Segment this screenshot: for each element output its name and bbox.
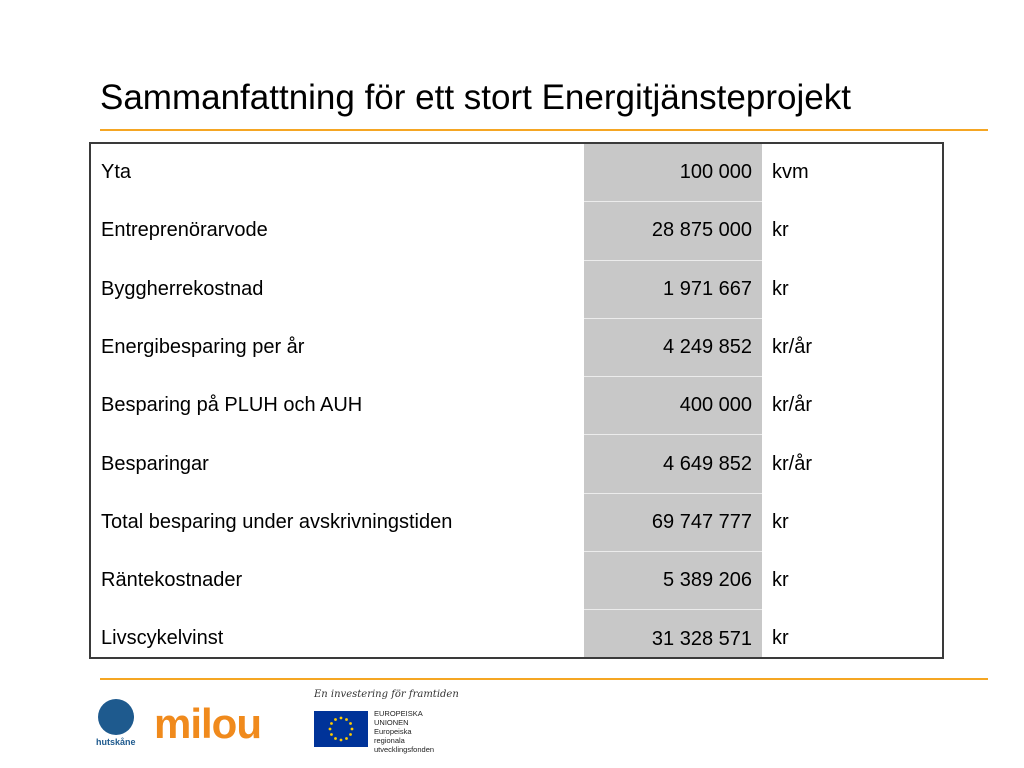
hutskane-logo-icon (96, 695, 140, 761)
eu-star (345, 737, 348, 740)
row-unit: kr (772, 510, 789, 533)
summary-table (91, 144, 942, 659)
row-label: Byggherrekostnad (101, 277, 264, 300)
row-unit: kr (772, 627, 789, 650)
row-label: Yta (101, 161, 132, 184)
table-row (91, 377, 942, 435)
table-row (91, 435, 942, 493)
eu-line: utvecklingsfonden (374, 745, 435, 754)
row-label: Total besparing under avskrivningstiden (101, 510, 453, 533)
row-label: Entreprenörarvode (101, 219, 268, 242)
row-value: 5 389 206 (584, 552, 762, 610)
row-label: Besparingar (101, 452, 209, 475)
eu-star (334, 737, 337, 740)
title-divider (100, 129, 988, 131)
eu-star (349, 722, 352, 725)
row-unit: kr (772, 277, 789, 300)
row-unit: kr/år (772, 394, 812, 417)
eu-text-block (374, 709, 434, 754)
eu-star (351, 728, 354, 731)
milou-logo: milou (154, 700, 261, 747)
eu-star (349, 733, 352, 736)
table-row (91, 260, 942, 318)
row-value: 100 000 (584, 144, 762, 202)
row-unit: kr/år (772, 336, 812, 359)
table-row (91, 202, 942, 260)
table-row (91, 318, 942, 376)
row-label: Livscykelvinst (101, 627, 224, 650)
footer (0, 685, 1024, 768)
hutskane-label: hutskåne (96, 737, 136, 747)
row-label: Energibesparing per år (101, 336, 305, 359)
eu-star (340, 739, 343, 742)
table-row (91, 493, 942, 551)
table-row (91, 144, 942, 202)
row-unit: kvm (772, 161, 809, 184)
eu-star (329, 728, 332, 731)
eu-line: EUROPEISKA (374, 709, 423, 718)
row-value: 4 649 852 (584, 435, 762, 493)
row-unit: kr (772, 219, 789, 242)
row-label: Räntekostnader (101, 569, 243, 592)
row-value: 1 971 667 (584, 260, 762, 318)
eu-star (345, 718, 348, 721)
eu-star (330, 733, 333, 736)
footer-divider (100, 678, 988, 680)
row-label: Besparing på PLUH och AUH (101, 394, 363, 417)
summary-table-frame (89, 142, 944, 659)
row-value: 400 000 (584, 377, 762, 435)
eu-line: Europeiska (374, 727, 412, 736)
table-row (91, 610, 942, 659)
slide-title: Sammanfattning för ett stort Energitjänsteprojekt (100, 78, 851, 117)
row-value: 31 328 571 (584, 610, 762, 659)
table-row (91, 552, 942, 610)
eu-flag-icon (314, 711, 368, 747)
eu-star (340, 717, 343, 720)
row-unit: kr (772, 569, 789, 592)
row-value: 28 875 000 (584, 202, 762, 260)
row-value: 69 747 777 (584, 493, 762, 551)
row-unit: kr/år (772, 452, 812, 475)
eu-star (334, 718, 337, 721)
eu-line: regionala (374, 736, 405, 745)
eu-line: UNIONEN (374, 718, 409, 727)
eu-tagline: En investering för framtiden (314, 689, 459, 700)
eu-star (330, 722, 333, 725)
row-value: 4 249 852 (584, 318, 762, 376)
